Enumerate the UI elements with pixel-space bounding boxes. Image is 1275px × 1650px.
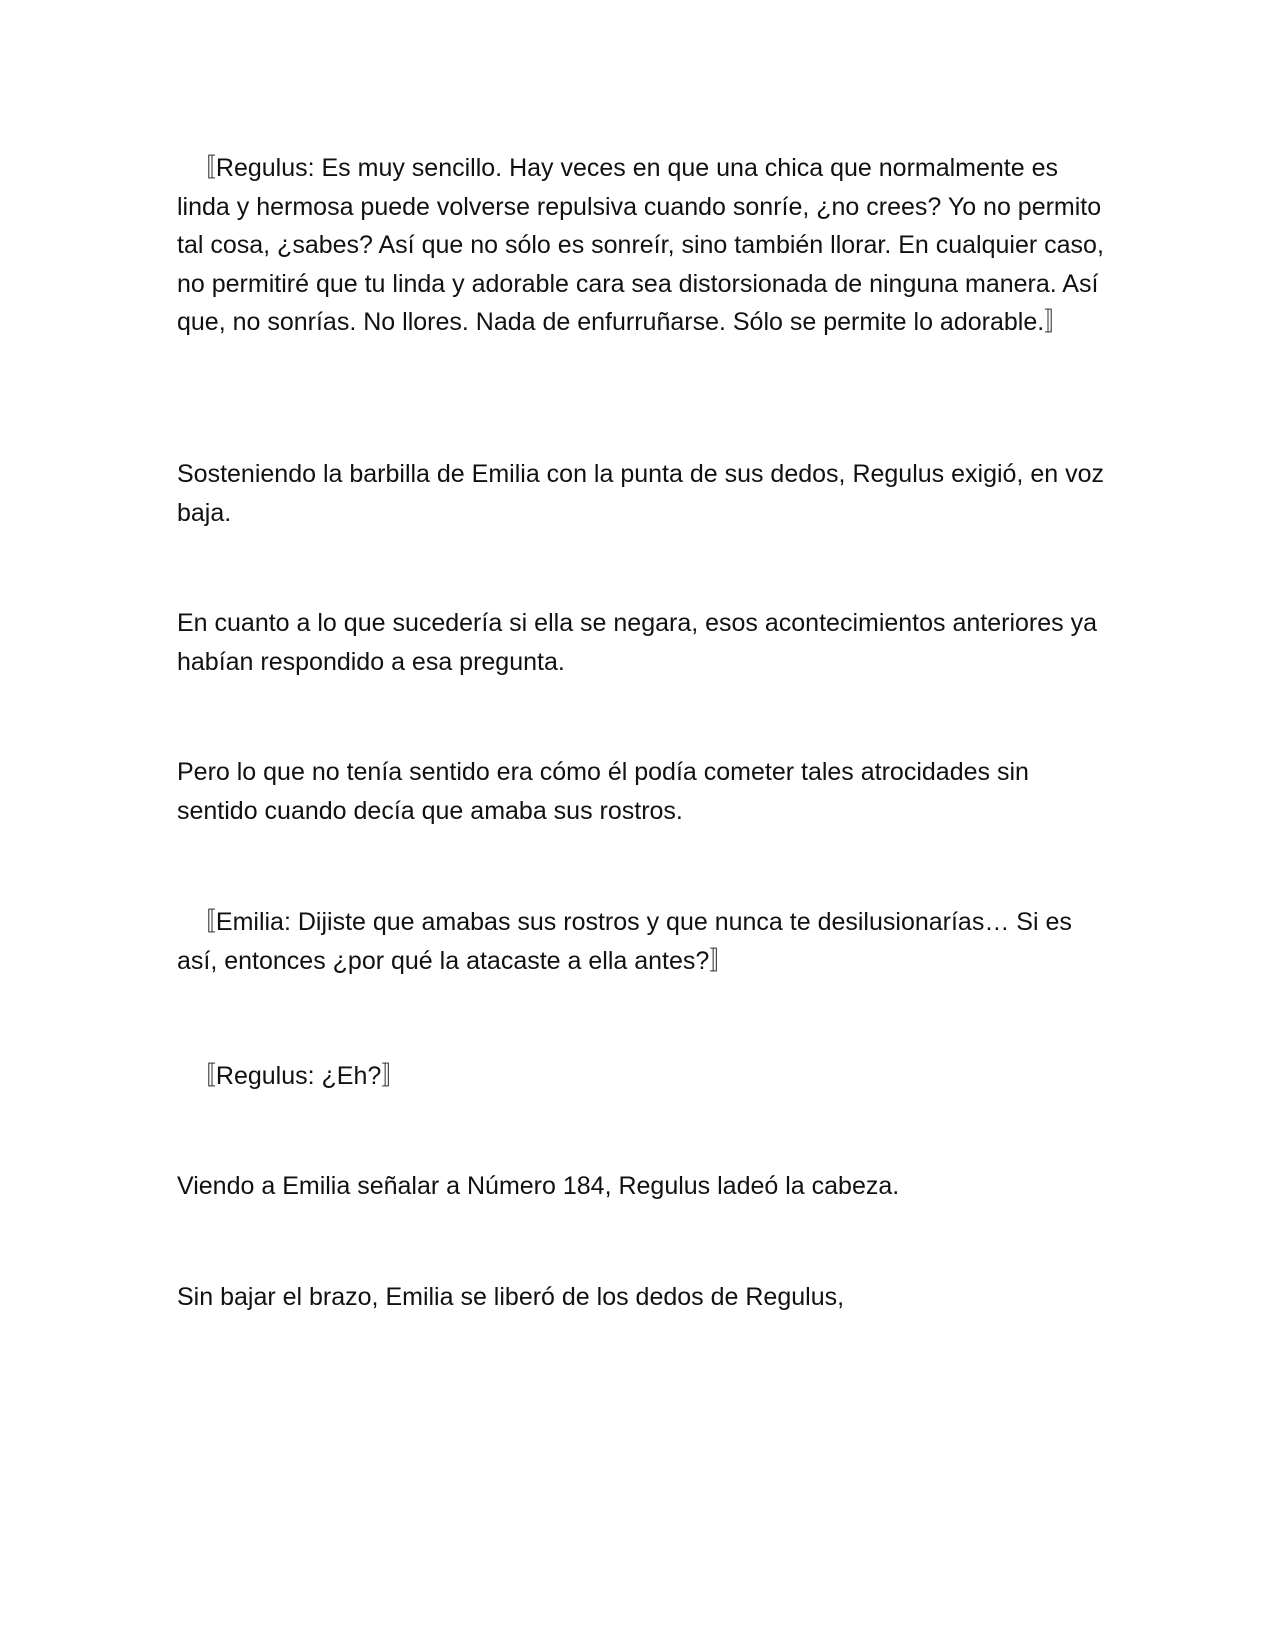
paragraph-regulus-speech: 〚Regulus: Es muy sencillo. Hay veces en que una chica que normalmente es linda y hermosa puede volverse repulsiva cuando sonríe, ¿no crees? Yo no permito tal cosa, ¿sabes? Así que no sólo es sonreír, sino también llorar. En cualquier caso, no permitiré que tu linda y adorable cara sea distorsionada de ninguna manera. Así que, no sonrías. No llores. Nada de enfurruñarse. Sólo se permite lo adorable.〛 [177,154,1104,336]
paragraph-narration-pointing: Viendo a Emilia señalar a Número 184, Regulus ladeó la cabeza. [177,1172,900,1200]
paragraph-narration-release: Sin bajar el brazo, Emilia se liberó de los dedos de Regulus, [177,1283,845,1311]
paragraph-narration-atrocities: Pero lo que no tenía sentido era cómo él podía cometer tales atrocidades sin sentido cuando decía que amaba sus rostros. [177,758,1029,825]
paragraph-narration-refusal: En cuanto a lo que sucedería si ella se negara, esos acontecimientos anteriores ya habían respondido a esa pregunta. [177,609,1097,676]
paragraph-regulus-eh: 〚Regulus: ¿Eh?〛 [177,1062,407,1090]
paragraph-narration-chin: Sosteniendo la barbilla de Emilia con la punta de sus dedos, Regulus exigió, en voz baja. [177,460,1104,527]
paragraph-emilia-speech: 〚Emilia: Dijiste que amabas sus rostros y que nunca te desilusionarías… Si es así, entonces ¿por qué la atacaste a ella antes?〛 [177,908,1072,975]
